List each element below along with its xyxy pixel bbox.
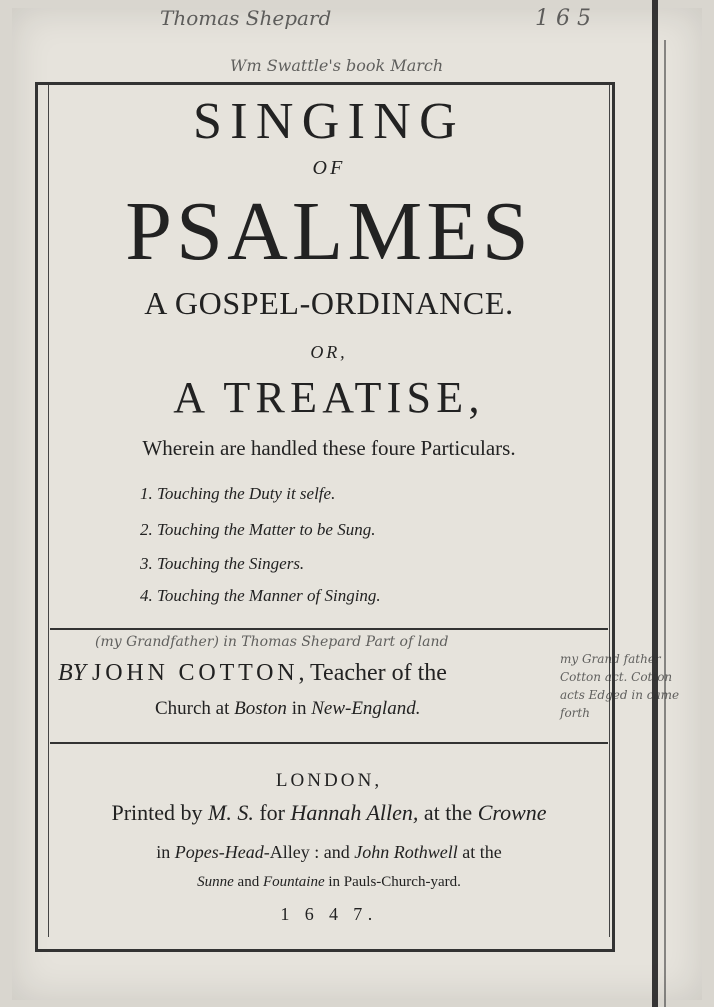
imprint-printed-by: Printed by <box>111 800 209 825</box>
title-psalmes: PSALMES <box>125 185 533 278</box>
imprint-year: 1 6 4 7. <box>280 904 378 924</box>
list-number: 3. <box>140 554 153 573</box>
imprint-printer: M. S. <box>208 800 254 825</box>
handwritten-owner: Thomas Shepard <box>160 6 332 30</box>
divider-rule <box>50 742 608 744</box>
binding-edge <box>652 0 658 1007</box>
church-prefix: Church at <box>155 698 235 719</box>
title-or: OR, <box>310 342 348 362</box>
church-region: New-England. <box>311 698 421 719</box>
list-number: 2. <box>140 520 153 539</box>
imprint-and: and <box>233 874 263 890</box>
imprint-sign: Crowne <box>477 800 547 825</box>
list-text: Touching the Matter to be Sung. <box>157 520 376 539</box>
list-item <box>140 554 304 574</box>
binding-edge-shadow <box>664 40 666 1007</box>
imprint-at-the: at the <box>418 800 478 825</box>
imprint-at-the-2: at the <box>457 842 502 862</box>
church-line <box>155 698 420 720</box>
list-item <box>140 520 375 540</box>
author-role: , Teacher of the <box>298 660 447 686</box>
imprint-city: LONDON, <box>275 770 383 791</box>
handwritten-attribution: (my Grandfather) in Thomas Shepard Part of land <box>95 634 449 650</box>
imprint-bookseller: John Rothwell <box>354 842 458 862</box>
imprint-publisher: Hannah Allen, <box>290 800 419 825</box>
church-place: Boston <box>234 698 287 719</box>
imprint-line2 <box>48 842 610 863</box>
list-text: Touching the Singers. <box>157 554 305 573</box>
divider-rule <box>50 628 608 630</box>
list-item <box>140 484 335 504</box>
list-number: 1. <box>140 484 153 503</box>
imprint-line3 <box>48 874 610 891</box>
list-number: 4. <box>140 586 153 605</box>
list-text: Touching the Duty it selfe. <box>157 484 336 503</box>
handwritten-margin-note: my Grand father Cotton act. Cotton acts Edged in came forth <box>560 652 680 720</box>
title-singing: SINGING <box>192 93 465 150</box>
imprint-street: Popes-Head- <box>174 842 270 862</box>
imprint-line1 <box>48 800 610 826</box>
title-of: OF <box>312 157 346 179</box>
author-line <box>58 660 447 687</box>
church-in: in <box>286 698 312 719</box>
imprint-pauls: in Pauls-Church-yard. <box>324 874 461 890</box>
handwritten-year: 1 6 5 <box>535 6 591 31</box>
handwritten-ownership-note: Wm Swattle's book March <box>230 56 444 75</box>
imprint-alley: Alley : and <box>269 842 355 862</box>
list-item <box>140 586 381 606</box>
imprint-for: for <box>253 800 291 825</box>
title-treatise: A TREATISE, <box>173 373 485 422</box>
list-text: Touching the Manner of Singing. <box>157 586 381 605</box>
title-gospel-ordinance: A GOSPEL-ORDINANCE. <box>144 285 514 321</box>
author-name: JOHN COTTON <box>92 660 299 686</box>
author-by: BY <box>58 660 87 686</box>
imprint-in: in <box>156 842 175 862</box>
imprint-sunne: Sunne <box>197 874 234 890</box>
imprint-fountaine: Fountaine <box>262 874 325 890</box>
subtitle: Wherein are handled these foure Particulars. <box>142 436 516 460</box>
